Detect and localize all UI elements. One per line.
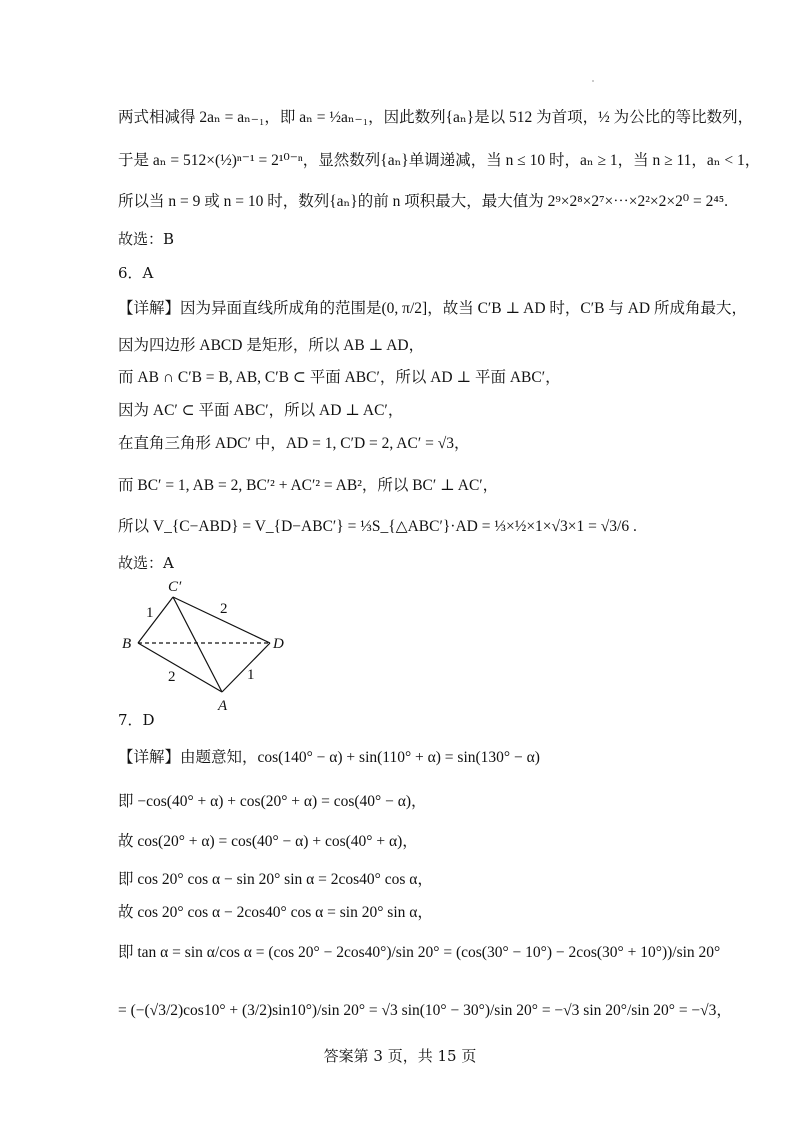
line-20: 即 tan α = sin α/cos α = (cos 20° − 2cos40°)/sin 20° = (cos(30° − 10°) − 2cos(30° + 10°))/sin 20°: [118, 944, 721, 961]
line-13: 故选：A: [118, 554, 174, 572]
edge-label-BA: 2: [168, 669, 176, 685]
line-16: 即 −cos(40° + α) + cos(20° + α) = cos(40° − α)，: [118, 793, 427, 810]
vertex-label-D: D: [273, 636, 284, 652]
line-11: 而 BC′ = 1, AB = 2, BC′² + AC′² = AB²，所以 BC′ ⊥ AC′，: [118, 477, 499, 494]
edge-label-CD: 2: [220, 601, 228, 617]
line-17: 故 cos(20° + α) = cos(40° − α) + cos(40° + α)，: [118, 833, 418, 850]
line-2: 于是 aₙ = 512×(½)ⁿ⁻¹ = 2¹⁰⁻ⁿ，显然数列{aₙ}单调递减，当 n ≤ 10 时，aₙ ≥ 1，当 n ≥ 11，aₙ < 1，: [118, 152, 761, 169]
line-15: 【详解】由题意知，cos(140° − α) + sin(110° + α) = sin(130° − α): [118, 749, 540, 766]
line-18: 即 cos 20° cos α − sin 20° sin α = 2cos40° cos α，: [118, 871, 433, 888]
line-10: 在直角三角形 ADC′ 中，AD = 1, C′D = 2, AC′ = √3，: [118, 435, 470, 452]
line-6: 【详解】因为异面直线所成角的范围是(0, π/2]，故当 C′B ⊥ AD 时，C′B 与 AD 所成角最大，: [118, 300, 747, 317]
line-21: = (−(√3/2)cos10° + (3/2)sin10°)/sin 20° = √3 sin(10° − 30°)/sin 20° = −√3 sin 20°/sin 20° = −√3，: [118, 1002, 732, 1019]
line-3: 所以当 n = 9 或 n = 10 时，数列{aₙ}的前 n 项积最大，最大值为 2⁹×2⁸×2⁷×⋯×2²×2×2⁰ = 2⁴⁵.: [118, 193, 729, 210]
vertex-label-B: B: [122, 636, 132, 652]
line-19: 故 cos 20° cos α − 2cos40° cos α = sin 20° sin α，: [118, 904, 433, 921]
line-1: 两式相减得 2aₙ = aₙ₋₁，即 aₙ = ½aₙ₋₁，因此数列{aₙ}是以 512 为首项，½ 为公比的等比数列，: [118, 109, 754, 126]
line-4: 故选：B: [118, 230, 175, 248]
vertex-label-A: A: [218, 698, 228, 714]
page-footer: 答案第 3 页，共 15 页: [323, 1047, 477, 1065]
edge-label-AD: 1: [247, 667, 255, 683]
line-5: 6．A: [118, 264, 154, 282]
line-8: 而 AB ∩ C′B = B, AB, C′B ⊂ 平面 ABC′，所以 AD ⊥ 平面 ABC′，: [118, 369, 561, 386]
edge-A-D: [222, 643, 270, 692]
line-12: 所以 V_{C−ABD} = V_{D−ABC′} = ⅓S_{△ABC′}·AD = ⅓×½×1×√3×1 = √3/6 .: [118, 518, 637, 535]
edge-B-C: [138, 597, 173, 643]
line-14: 7．D: [118, 711, 155, 729]
line-7: 因为四边形 ABCD 是矩形，所以 AB ⊥ AD，: [118, 337, 425, 354]
scan-speck: [592, 80, 594, 82]
line-9: 因为 AC′ ⊂ 平面 ABC′，所以 AD ⊥ AC′，: [118, 402, 404, 419]
vertex-label-C: C′: [168, 579, 182, 595]
edge-label-BC: 1: [146, 605, 154, 621]
tetrahedron-figure: [110, 575, 330, 715]
